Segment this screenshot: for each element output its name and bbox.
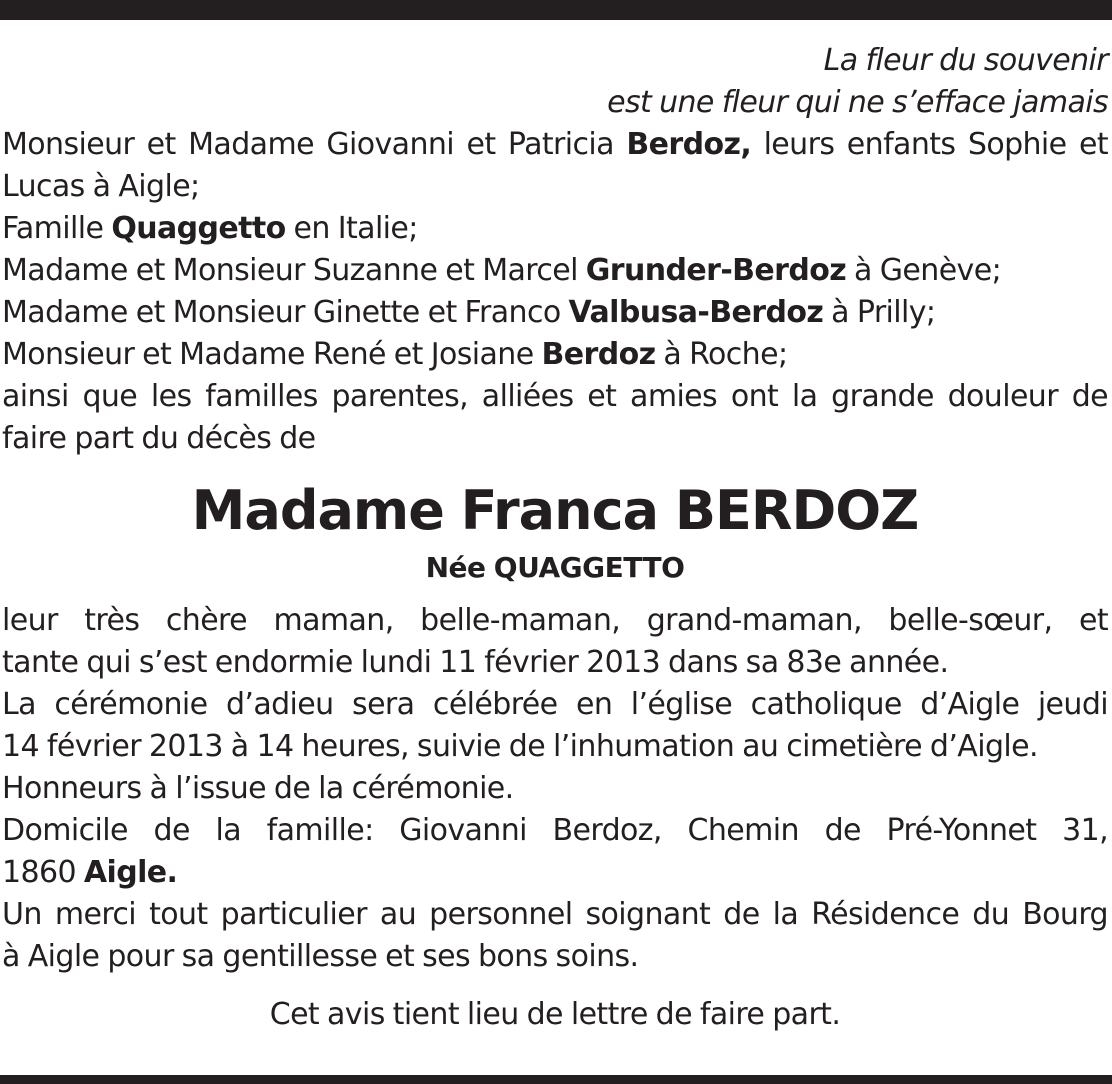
- body-line-1: leur très chère maman, belle-maman, grand-maman, belle-sœur, et: [2, 603, 1108, 638]
- family-line-1: Monsieur et Madame Giovanni et Patricia Berdoz, leurs enfants Sophie et: [2, 127, 1108, 162]
- body-line-4: 14 février 2013 à 14 heures, suivie de l’inhumation au cimetière d’Aigle.: [2, 729, 1038, 764]
- family-line-8: faire part du décès de: [2, 421, 316, 456]
- family-line-3: Famille Quaggetto en Italie;: [2, 211, 418, 246]
- family-line-6: Monsieur et Madame René et Josiane Berdoz à Roche;: [2, 337, 788, 372]
- body-line-5: Honneurs à l’issue de la cérémonie.: [2, 771, 514, 806]
- deceased-name: Madame Franca BERDOZ: [191, 479, 919, 542]
- epigraph-line-2: est une fleur qui ne s’efface jamais: [607, 85, 1108, 120]
- notice-body: [2, 600, 1108, 978]
- epigraph: [2, 40, 1108, 124]
- body-line-6: Domicile de la famille: Giovanni Berdoz, Chemin de Pré-Yonnet 31,: [2, 813, 1108, 848]
- maiden-name: Née QUAGGETTO: [425, 551, 685, 584]
- family-list: [2, 124, 1108, 460]
- bottom-rule: [0, 1075, 1112, 1084]
- closing-note: Cet avis tient lieu de lettre de faire part.: [269, 997, 841, 1032]
- epigraph-line-1: La fleur du souvenir: [823, 43, 1108, 78]
- body-line-9: à Aigle pour sa gentillesse et ses bons soins.: [2, 939, 639, 974]
- body-line-7: 1860 Aigle.: [2, 855, 178, 890]
- body-line-2: tante qui s’est endormie lundi 11 février 2013 dans sa 83e année.: [2, 645, 949, 680]
- family-line-5: Madame et Monsieur Ginette et Franco Valbusa-Berdoz à Prilly;: [2, 295, 936, 330]
- family-line-4: Madame et Monsieur Suzanne et Marcel Grunder-Berdoz à Genève;: [2, 253, 1002, 288]
- body-line-3: La cérémonie d’adieu sera célébrée en l’église catholique d’Aigle jeudi: [2, 687, 1108, 722]
- family-line-2: Lucas à Aigle;: [2, 169, 200, 204]
- top-rule: [0, 0, 1112, 20]
- body-line-8: Un merci tout particulier au personnel soignant de la Résidence du Bourg: [2, 897, 1108, 932]
- obituary-notice: [2, 40, 1108, 1036]
- family-line-7: ainsi que les familles parentes, alliées et amies ont la grande douleur de: [2, 379, 1108, 414]
